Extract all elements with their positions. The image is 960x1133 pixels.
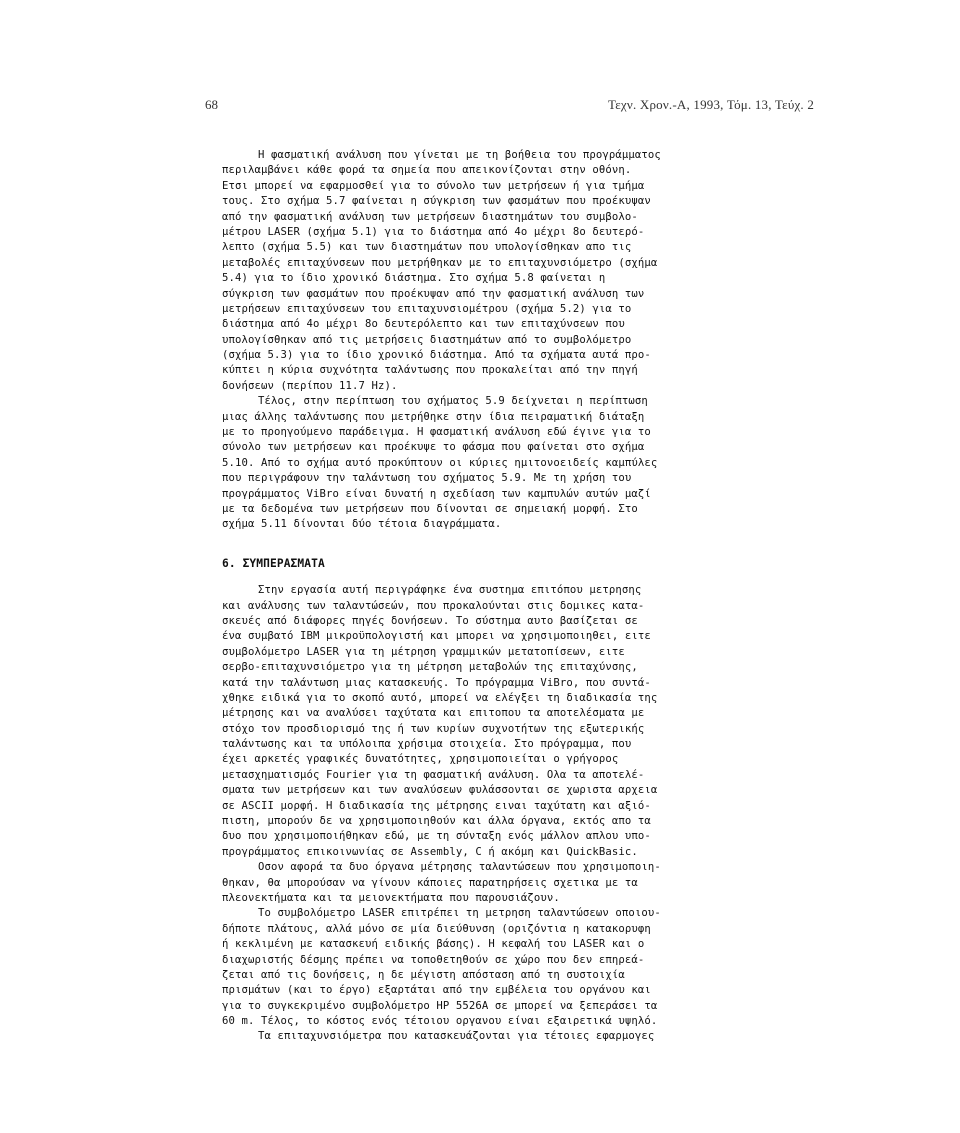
paragraph-second-example: [222, 394, 820, 533]
text-line: Τέλος, στην περίπτωση του σχήματος 5.9 δείχνεται η περίπτωση: [258, 395, 648, 408]
text-line: ή κεκλιμένη με κατασκευή ειδικής βάσης). Η κεφαλή του LASER και ο: [222, 938, 645, 951]
text-line: λεπτο (σχήμα 5.5) και των διαστημάτων που υπολογίσθηκαν απο τις: [222, 241, 632, 254]
text-line: μέτρησης και να αναλύσει ταχύτατα και επιτοπου τα αποτελέσματα με: [222, 707, 645, 720]
text-line: συμβολόμετρο LASER για τη μέτρηση γραμμικών μετατοπίσεων, ειτε: [222, 645, 625, 658]
text-line: Οσον αφορά τα δυο όργανα μέτρησης ταλαντώσεων που χρησιμοποιη-: [258, 861, 661, 874]
page-number: 68: [205, 97, 218, 112]
text-line: ζεται από τις δονήσεις, η δε μέγιστη απόσταση από τη συστοιχία: [222, 968, 625, 981]
text-line: δυο που χρησιμοποιήθηκαν εδώ, με τη σύνταξη ενός μάλλον απλου υπο-: [222, 830, 651, 843]
running-header: [0, 0, 960, 112]
text-line: (σχήμα 5.3) για το ίδιο χρονικό διάστημα. Από τα σχήματα αυτά προ-: [222, 349, 651, 362]
text-line: σχήμα 5.11 δίνονται δύο τέτοια διαγράμματα.: [222, 518, 502, 531]
spacer: [222, 571, 820, 583]
text-line: θηκαν, θα μπορούσαν να γίνουν κάποιες παρατηρήσεις σχετικα με τα: [222, 876, 638, 889]
section-heading: 6. ΣΥΜΠΕΡΑΣΜΑΤΑ: [222, 556, 325, 570]
paragraph-laser: [222, 906, 820, 1029]
text-line: Στην εργασία αυτή περιγράφηκε ένα συστημα επιτόπου μετρησης: [258, 584, 642, 597]
text-line: σε ASCII μορφή. Η διαδικασία της μέτρησης ειναι ταχύτατη και αξιό-: [222, 799, 651, 812]
spacer: [222, 533, 820, 556]
text-line: περιλαμβάνει κάθε φορά τα σημεία που απεικονίζονται στην οθόνη.: [222, 164, 632, 177]
text-line: Ετσι μπορεί να εφαρμοσθεί για το σύνολο των μετρήσεων ή για τμήμα: [222, 179, 645, 192]
paragraph-accelerometers: [222, 1029, 820, 1044]
text-line: Τα επιταχυνσιόμετρα που κατασκευάζονται για τέτοιες εφαρμογες: [258, 1030, 655, 1043]
text-line: μέτρου LASER (σχήμα 5.1) για το διάστημα από 4ο μέχρι 8ο δευτερό-: [222, 225, 645, 238]
text-line: μετασχηματισμός Fourier για τη φασματική ανάλυση. Ολα τα αποτελέ-: [222, 768, 645, 781]
text-line: σερβο-επιταχυνσιόμετρο για τη μέτρηση μεταβολών της επιταχύνσης,: [222, 661, 638, 674]
paragraph-conclusions: [222, 583, 820, 860]
text-line: διάστημα από 4ο μέχρι 8ο δευτερόλεπτο και των επιταχύνσεων που: [222, 318, 625, 331]
text-line: 60 m. Τέλος, το κόστος ενός τέτοιου οργανου είναι εξαιρετικά υψηλό.: [222, 1015, 658, 1028]
text-line: 5.10. Από το σχήμα αυτό προκύπτουν οι κύριες ημιτονοειδείς καμπύλες: [222, 456, 658, 469]
text-line: διαχωριστής δέσμης πρέπει να τοποθετηθούν σε χώρο που δεν επηρεά-: [222, 953, 645, 966]
text-line: από την φασματική ανάλυση των μετρήσεων διαστημάτων του συμβολο-: [222, 210, 638, 223]
text-line: μιας άλλης ταλάντωσης που μετρήθηκε στην ίδια πειραματική διάταξη: [222, 410, 645, 423]
text-line: προγράμματος επικοινωνίας σε Assembly, C ή ακόμη και QuickBasic.: [222, 845, 638, 858]
paragraph-spectral-analysis: [222, 148, 820, 394]
text-line: προγράμματος ViBro είναι δυνατή η σχεδίαση των καμπυλών αυτών μαζί: [222, 487, 651, 500]
text-line: στόχο τον προσδιορισμό της ή των κυρίων συχνοτήτων της εξωτερικής: [222, 722, 645, 735]
text-line: χθηκε ειδικά για το σκοπό αυτό, μπορεί να ελέγξει τη διαδικασία της: [222, 691, 658, 704]
text-line: για το συγκεκριμένο συμβολόμετρο ΗΡ 5526Α σε μπορεί να ξεπεράσει τα: [222, 999, 658, 1012]
text-line: μετρήσεων επιταχύνσεων του επιταχυνσιομέτρου (σχήμα 5.2) για το: [222, 302, 632, 315]
text-line: σύγκριση των φασμάτων που προέκυψαν από την φασματική ανάλυση των: [222, 287, 645, 300]
text-line: κατά την ταλάντωση μιας κατασκευής. Το πρόγραμμα ViBro, που συντά-: [222, 676, 651, 689]
text-line: υπολογίσθηκαν από τις μετρήσεις διαστημάτων από το συμβολόμετρο: [222, 333, 632, 346]
text-line: Το συμβολόμετρο LASER επιτρέπει τη μετρηση ταλαντώσεων οποιου-: [258, 907, 661, 920]
text-line: και ανάλυσης των ταλαντώσεών, που προκαλούνται στις δομικες κατα-: [222, 599, 645, 612]
text-line: 5.4) για το ίδιο χρονικό διάστημα. Στο σχήμα 5.8 φαίνεται η: [222, 272, 606, 285]
text-line: μεταβολές επιταχύνσεων που μετρήθηκαν με το επιταχυνσιόμετρο (σχήμα: [222, 256, 658, 269]
text-line: ταλάντωσης και τα υπόλοιπα χρήσιμα στοιχεία. Στο πρόγραμμα, που: [222, 738, 632, 751]
text-line: έχει αρκετές γραφικές δυνατότητες, χρησιμοποιείται ο γρήγορος: [222, 753, 619, 766]
text-line: σματα των μετρήσεων και των αναλύσεων φυλάσσονται σε χωριστα αρχεια: [222, 784, 658, 797]
text-line: πρισμάτων (και το έργο) εξαρτάται από την εμβέλεια του οργάνου και: [222, 984, 651, 997]
text-line: δονήσεων (περίπου 11.7 Hz).: [222, 379, 398, 392]
text-line: σύνολο των μετρήσεων και προέκυψε το φάσμα που φαίνεται στο σχήμα: [222, 441, 645, 454]
text-line: κύπτει η κύρια συχνότητα ταλάντωσης που προκαλείται από την πηγή: [222, 364, 638, 377]
text-line: δήποτε πλάτους, αλλά μόνο σε μία διεύθυνση (οριζόντια η κατακορυφη: [222, 922, 651, 935]
text-line: πλεονεκτήματα και τα μειονεκτήματα που παρουσιάζουν.: [222, 891, 560, 904]
paragraph-instruments: [222, 860, 820, 906]
text-line: τους. Στο σχήμα 5.7 φαίνεται η σύγκριση των φασμάτων που προέκυψαν: [222, 195, 651, 208]
text-line: που περιγράφουν την ταλάντωση του σχήματος 5.9. Με τη χρήση του: [222, 472, 632, 485]
body-text: [222, 148, 820, 1045]
text-line: ένα συμβατό ΙΒΜ μικροϋπολογιστή και μπορει να χρησιμοποιηθει, ειτε: [222, 630, 651, 643]
text-line: Η φασματική ανάλυση που γίνεται με τη βοήθεια του προγράμματος: [258, 149, 661, 161]
text-line: με τα δεδομένα των μετρήσεων που δίνονται σε σημειακή μορφή. Στο: [222, 502, 638, 515]
text-line: σκευές από διάφορες πηγές δονήσεων. Το σύστημα αυτο βασίζεται σε: [222, 614, 638, 627]
journal-citation: Τεχν. Χρον.-Α, 1993, Τόμ. 13, Τεύχ. 2: [608, 97, 815, 112]
text-line: πιστη, μπορούν δε να χρησιμοποιηθούν και άλλα όργανα, εκτός απο τα: [222, 815, 651, 828]
text-line: με το προηγούμενο παράδειγμα. Η φασματική ανάλυση εδώ έγινε για το: [222, 426, 651, 439]
